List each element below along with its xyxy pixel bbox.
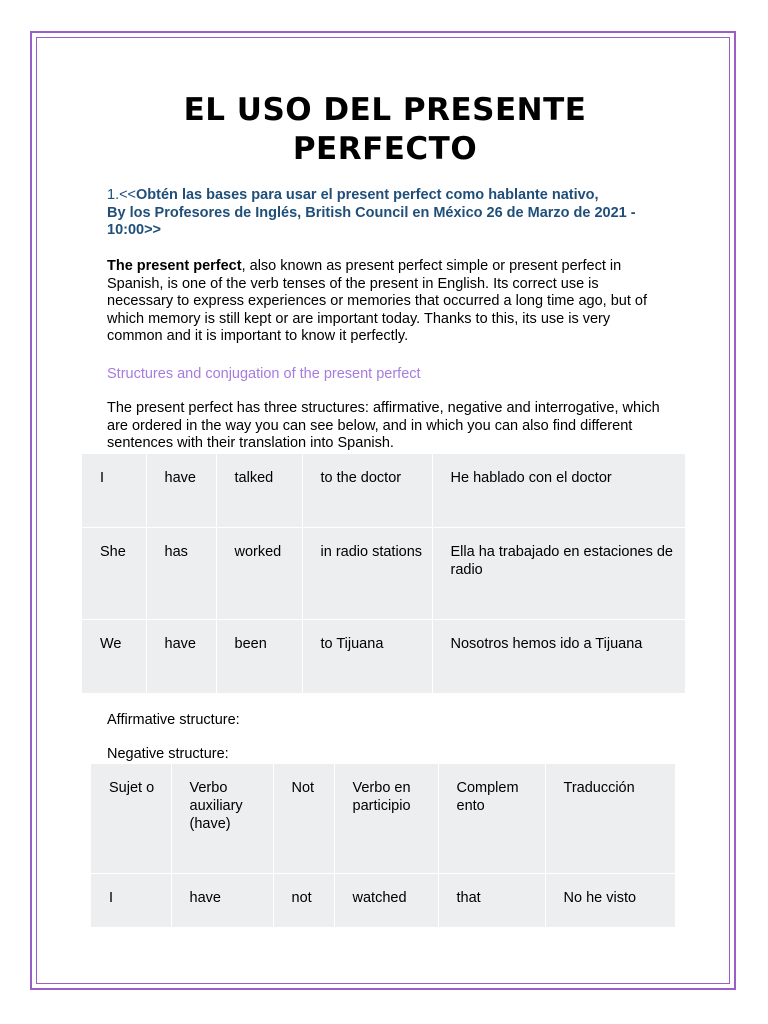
source-prefix: 1.<< <box>107 187 137 203</box>
intro-bold: The present perfect <box>107 258 242 274</box>
table-row <box>91 873 676 927</box>
table-header-cell: Verbo auxiliary (have) <box>171 764 273 873</box>
table-cell: He hablado con el doctor <box>432 454 686 527</box>
table-cell: been <box>216 619 302 693</box>
table-cell: has <box>146 527 216 619</box>
table-cell: Ella ha trabajado en estaciones de radio <box>432 527 686 619</box>
table-cell: to the doctor <box>302 454 432 527</box>
table-header-row <box>91 764 676 873</box>
table-cell: No he visto <box>545 873 676 927</box>
table-cell: that <box>438 873 545 927</box>
table-cell: watched <box>334 873 438 927</box>
intro-text: , also known as present perfect simple or present perfect in Spanish, is one of the verb tenses of the present in English. Its correct use is necessary to express experiences or memories that occurred a long time ago, but of which memory is still kept or are important today. Thanks to this, its use is very common and it is important to know it perfectly. <box>107 258 647 344</box>
table-header-cell: Complem ento <box>438 764 545 873</box>
negative-structure-table <box>91 764 676 928</box>
table-cell: I <box>82 454 146 527</box>
table-header-cell: Sujet o <box>91 764 171 873</box>
negative-label: Negative structure: <box>107 746 229 762</box>
table-header-cell: Verbo en participio <box>334 764 438 873</box>
affirmative-label: Affirmative structure: <box>107 712 240 728</box>
document-title: EL USO DEL PRESENTE PERFECTO <box>183 92 587 167</box>
table-header-cell: Traducción <box>545 764 676 873</box>
table-cell: We <box>82 619 146 693</box>
table-cell: have <box>146 619 216 693</box>
table-cell: not <box>273 873 334 927</box>
table-cell: Nosotros hemos ido a Tijuana <box>432 619 686 693</box>
table-row <box>82 454 686 527</box>
table-cell: in radio stations <box>302 527 432 619</box>
table-cell: to Tijuana <box>302 619 432 693</box>
table-cell: She <box>82 527 146 619</box>
table-row <box>82 527 686 619</box>
table-cell: worked <box>216 527 302 619</box>
table-cell: I <box>91 873 171 927</box>
table-cell: have <box>171 873 273 927</box>
table-header-cell: Not <box>273 764 334 873</box>
structures-paragraph: The present perfect has three structures: affirmative, negative and interrogative, which are ordered in the way you can see below, and in which you can also find different sentences with their translation into Spanish. <box>107 400 660 451</box>
source-line-2: By los Profesores de Inglés, British Council en México 26 de Marzo de 2021 - 10:00>> <box>107 204 636 238</box>
section-heading: Structures and conjugation of the present perfect <box>107 366 421 382</box>
table-cell: have <box>146 454 216 527</box>
intro-paragraph <box>107 258 667 346</box>
source-citation <box>107 187 677 240</box>
source-line-1: Obtén las bases para usar el present perfect como hablante nativo, <box>136 187 599 203</box>
table-cell: talked <box>216 454 302 527</box>
table-row <box>82 619 686 693</box>
examples-table <box>82 454 686 694</box>
